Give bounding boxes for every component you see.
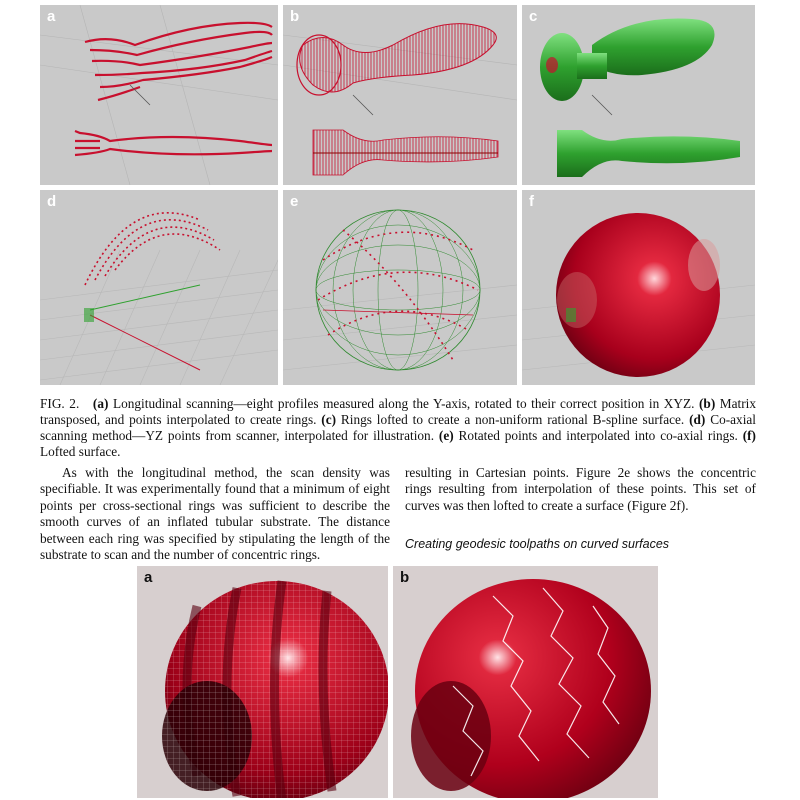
caption-tag: (a) — [92, 396, 109, 411]
figure-panel-c — [522, 5, 755, 185]
caption-tag: (e) — [438, 428, 454, 443]
figure-label: FIG. 2. — [40, 396, 80, 411]
figure-panel-e — [283, 190, 517, 385]
caption-text: Rings lofted to create a non-uniform rational B-spline surface. — [336, 412, 690, 427]
green-lofted-surface-illustration — [522, 5, 755, 185]
panel-label: c — [529, 8, 538, 25]
caption-text: Co-axial scanning method—YZ points from scanner, interpolated for illustration. — [40, 412, 756, 443]
figure3-panel-a — [137, 566, 388, 798]
caption-tag: (b) — [699, 396, 716, 411]
longitudinal-profiles-illustration — [40, 5, 278, 185]
body-paragraph-left: As with the longitudinal method, the scan density was specifiable. It was experimentally found that a minimum of eight points per cross-sectional rings was sufficient to describe the smooth curves of an inflated tubular substrate. The distance between each ring was specified by stipulating the length of the substrate to scan and the number of concentric rings. — [40, 465, 390, 563]
panel-label: a — [47, 8, 56, 25]
figure-caption — [40, 396, 756, 460]
coaxial-rings-sphere-illustration — [283, 190, 517, 385]
geodesic-toolpath-egg-illustration — [393, 566, 658, 798]
caption-tag: (f) — [742, 428, 756, 443]
panel-label: a — [144, 569, 153, 586]
panel-label: b — [290, 8, 300, 25]
figure-panel-f — [522, 190, 755, 385]
caption-text: Lofted surface. — [40, 444, 121, 459]
meshed-egg-surface-illustration — [137, 566, 388, 798]
caption-text: Rotated points and interpolated into co-axial rings. — [453, 428, 743, 443]
panel-label: b — [400, 569, 410, 586]
coaxial-points-illustration — [40, 190, 278, 385]
body-paragraph-right: resulting in Cartesian points. Figure 2e shows the concentric rings resulting from interpolation of these points. This set of curves was then lofted to create a surface (Figure 2f). — [405, 465, 756, 513]
panel-label: f — [529, 193, 534, 210]
figure3-panel-b — [393, 566, 658, 798]
caption-text: Matrix transposed, and points interpolated to create rings. — [40, 396, 757, 427]
panel-label: e — [290, 193, 299, 210]
caption-tag: (c) — [321, 412, 337, 427]
caption-text: Longitudinal scanning—eight profiles measured along the Y-axis, rotated to their correct position in XYZ. — [108, 396, 699, 411]
figure-panel-a — [40, 5, 278, 185]
transposed-rings-illustration — [283, 5, 517, 185]
figure-panel-b — [283, 5, 517, 185]
section-subheading: Creating geodesic toolpaths on curved surfaces — [405, 537, 670, 551]
panel-label: d — [47, 193, 57, 210]
figure-panel-d — [40, 190, 278, 385]
red-lofted-sphere-illustration — [522, 190, 755, 385]
caption-tag: (d) — [689, 412, 706, 427]
